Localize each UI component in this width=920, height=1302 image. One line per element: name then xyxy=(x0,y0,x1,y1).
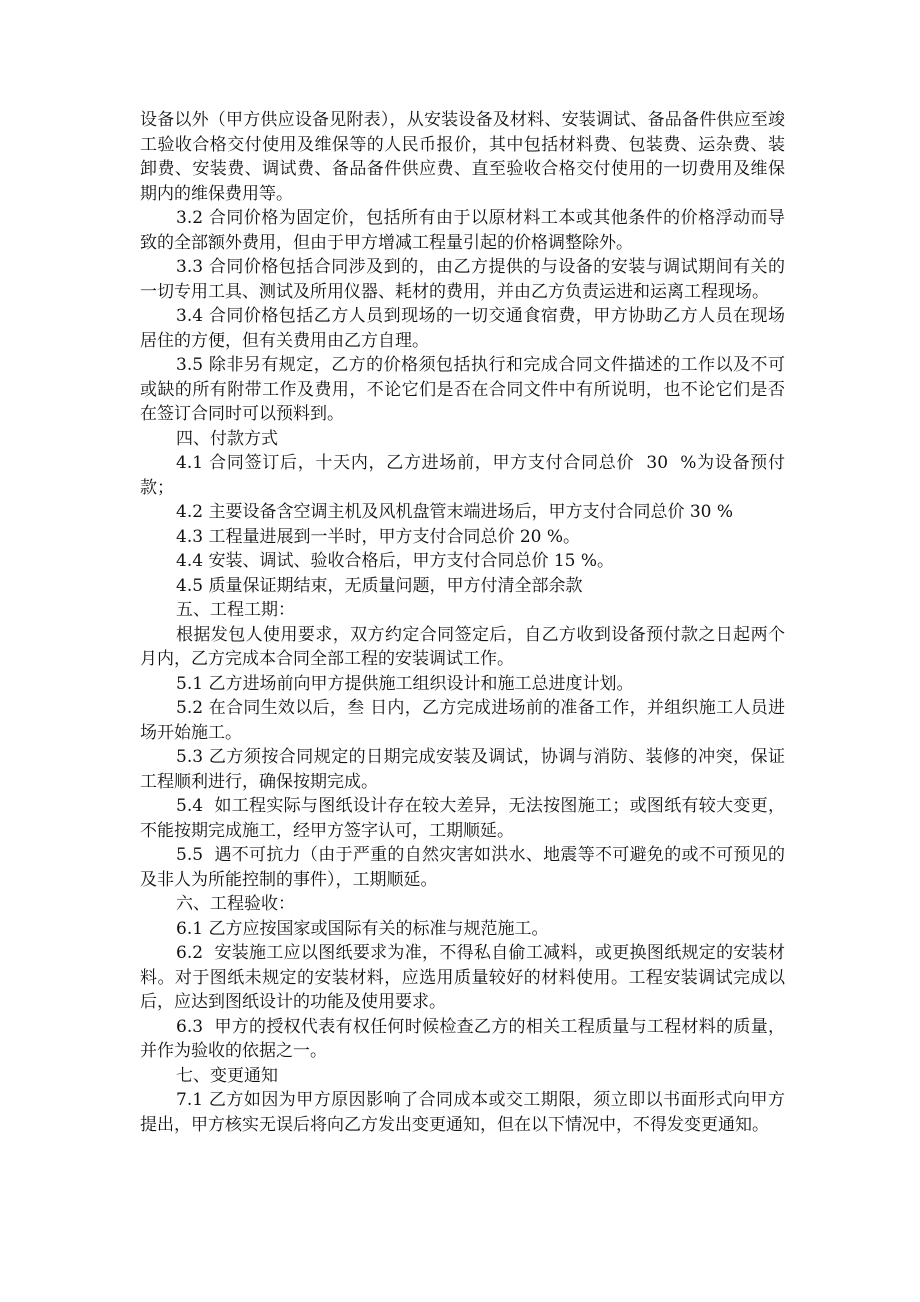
paragraph-5-5: 5.5 遇不可抗力（由于严重的自然灾害如洪水、地震等不可避免的或不可预见的及非人为所能控制的事件），工期顺延。 xyxy=(140,845,785,890)
paragraph-4-1: 4.1 合同签订后，十天内，乙方进场前，甲方支付合同总价 30 %为设备预付款； xyxy=(140,453,785,498)
section-heading-payment: 四、付款方式 xyxy=(176,428,278,449)
section-heading-schedule: 五、工程工期： xyxy=(176,600,295,620)
paragraph-5-2: 5.2 在合同生效以后，叁 日内，乙方完成进场前的准备工作，并组织施工人员进场开始施工。 xyxy=(140,698,785,743)
section-heading-change-notice: 七、变更通知 xyxy=(176,1065,278,1086)
paragraph-3-3: 3.3 合同价格包括合同涉及到的，由乙方提供的与设备的安装与调试期间有关的一切专用工具、测试及所用仪器、耗材的费用，并由乙方负责运进和运离工程现场。 xyxy=(140,257,785,302)
paragraph-intro: 设备以外（甲方供应设备见附表），从安装设备及材料、安装调试、备品备件供应至竣工验收合格交付使用及维保等的人民币报价，其中包括材料费、包装费、运杂费、装卸费、安装费、调试费、备品备件供应费、直至验收合格交付使用的一切费用及维保期内的维保费用等。 xyxy=(140,110,785,204)
paragraph-3-2: 3.2 合同价格为固定价，包括所有由于以原材料工本或其他条件的价格浮动而导致的全部额外费用，但由于甲方增减工程量引起的价格调整除外。 xyxy=(140,208,785,253)
paragraph-3-4: 3.4 合同价格包括乙方人员到现场的一切交通食宿费，甲方协助乙方人员在现场居住的方便，但有关费用由乙方自理。 xyxy=(140,306,785,351)
paragraph-6-2: 6.2 安装施工应以图纸要求为准，不得私自偷工减料，或更换图纸规定的安装材料。对于图纸未规定的安装材料，应选用质量较好的材料使用。工程安装调试完成以后，应达到图纸设计的功能及使用要求。 xyxy=(140,943,785,1012)
paragraph-7-1: 7.1 乙方如因为甲方原因影响了合同成本或交工期限，须立即以书面形式向甲方提出，甲方核实无误后将向乙方发出变更通知，但在以下情况中，不得发变更通知。 xyxy=(140,1090,785,1135)
paragraph-schedule-intro: 根据发包人使用要求，双方约定合同签定后，自乙方收到设备预付款之日起两个月内，乙方完成本合同全部工程的安装调试工作。 xyxy=(140,624,785,669)
paragraph-6-3: 6.3 甲方的授权代表有权任何时候检查乙方的相关工程质量与工程材料的质量，并作为验收的依据之一。 xyxy=(140,1016,785,1061)
paragraph-3-5: 3.5 除非另有规定，乙方的价格须包括执行和完成合同文件描述的工作以及不可或缺的所有附带工作及费用，不论它们是否在合同文件中有所说明，也不论它们是否在签订合同时可以预料到。 xyxy=(140,355,785,424)
paragraph-5-1: 5.1 乙方进场前向甲方提供施工组织设计和施工总进度计划。 xyxy=(176,673,634,694)
section-heading-acceptance: 六、工程验收： xyxy=(176,894,295,914)
paragraph-4-2: 4.2 主要设备含空调主机及风机盘管末端进场后，甲方支付合同总价 30 % xyxy=(176,502,734,522)
paragraph-4-5: 4.5 质量保证期结束，无质量问题，甲方付清全部余款 xyxy=(176,575,583,596)
paragraph-4-3: 4.3 工程量进展到一半时，甲方支付合同总价 20 %。 xyxy=(176,526,581,547)
paragraph-4-4: 4.4 安装、调试、验收合格后，甲方支付合同总价 15 %。 xyxy=(176,551,615,571)
paragraph-6-1: 6.1 乙方应按国家或国际有关的标准与规范施工。 xyxy=(176,918,549,939)
document-page xyxy=(140,108,785,1137)
paragraph-5-4: 5.4 如工程实际与图纸设计存在较大差异，无法按图施工；或图纸有较大变更，不能按期完成施工，经甲方签字认可，工期顺延。 xyxy=(140,796,785,841)
paragraph-5-3: 5.3 乙方须按合同规定的日期完成安装及调试，协调与消防、装修的冲突，保证工程顺利进行，确保按期完成。 xyxy=(140,747,785,792)
